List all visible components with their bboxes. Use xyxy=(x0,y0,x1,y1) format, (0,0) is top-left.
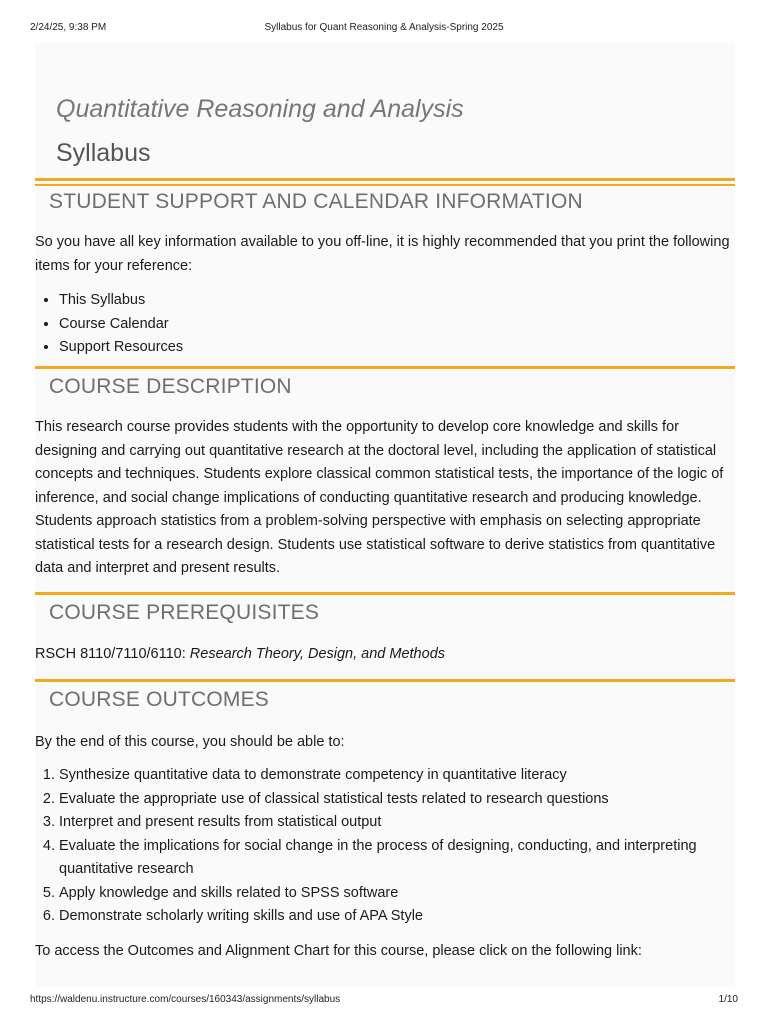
print-page-number: 1/10 xyxy=(718,994,738,1005)
section-divider xyxy=(35,184,735,186)
page-title: Quantitative Reasoning and Analysis xyxy=(56,95,464,123)
support-intro: So you have all key information available to you off-line, it is highly recommended that you print the following items for your reference: xyxy=(35,234,730,274)
list-item: 1. Synthesize quantitative data to demonstrate competency in quantitative literacy xyxy=(59,764,735,788)
page-subtitle: Syllabus xyxy=(56,139,151,167)
outcomes-intro: By the end of this course, you should be able to: xyxy=(35,734,345,750)
heading-course-prerequisites: COURSE PREREQUISITES xyxy=(49,601,320,624)
print-footer xyxy=(0,994,768,1014)
list-item: • This Syllabus xyxy=(59,289,735,313)
list-item: 2. Evaluate the appropriate use of classical statistical tests related to research questions xyxy=(59,788,735,812)
outcomes-list xyxy=(35,764,735,929)
heading-student-support: STUDENT SUPPORT AND CALENDAR INFORMATION xyxy=(49,190,583,213)
list-item: • Course Calendar xyxy=(59,313,735,337)
course-description-text: This research course provides students with the opportunity to develop core knowledge and skills for designing and carrying out quantitative research at the doctoral level, including the application of statistical concepts and techniques. Students explore classical common statistical tests, the importance of the logic of inference, and social change implications of conducting quantitative research and producing knowledge. Students approach statistics from a problem-solving perspective with emphasis on selecting appropriate statistical tests for a research design. Students use statistical software to derive statistics from quantitative data and interpret and present results. xyxy=(35,419,724,576)
list-item: 5. Apply knowledge and skills related to SPSS software xyxy=(59,882,735,906)
section-divider xyxy=(35,178,735,181)
list-item: 4. Evaluate the implications for social change in the process of designing, conducting, and interpreting quantitative research xyxy=(59,835,735,882)
section-divider xyxy=(35,592,735,595)
prerequisite-title: Research Theory, Design, and Methods xyxy=(189,646,446,662)
prerequisites-text xyxy=(35,643,730,667)
support-items-list xyxy=(35,289,735,360)
heading-course-outcomes: COURSE OUTCOMES xyxy=(49,688,270,711)
list-item: 3. Interpret and present results from statistical output xyxy=(59,811,735,835)
heading-course-description: COURSE DESCRIPTION xyxy=(49,375,292,398)
syllabus-content xyxy=(35,43,735,987)
outcomes-link-intro: To access the Outcomes and Alignment Chart for this course, please click on the following link: xyxy=(35,943,642,959)
section-divider xyxy=(35,679,735,682)
list-item: 6. Demonstrate scholarly writing skills and use of APA Style xyxy=(59,905,735,929)
list-item: • Support Resources xyxy=(59,336,735,360)
print-datetime: 2/24/25, 9:38 PM xyxy=(30,22,107,33)
print-doc-title: Syllabus for Quant Reasoning & Analysis-Spring 2025 xyxy=(264,22,504,33)
section-divider xyxy=(35,366,735,369)
prerequisite-code: RSCH 8110/7110/6110: xyxy=(35,646,190,662)
print-header xyxy=(0,0,768,40)
print-url: https://waldenu.instructure.com/courses/160343/assignments/syllabus xyxy=(30,994,341,1005)
